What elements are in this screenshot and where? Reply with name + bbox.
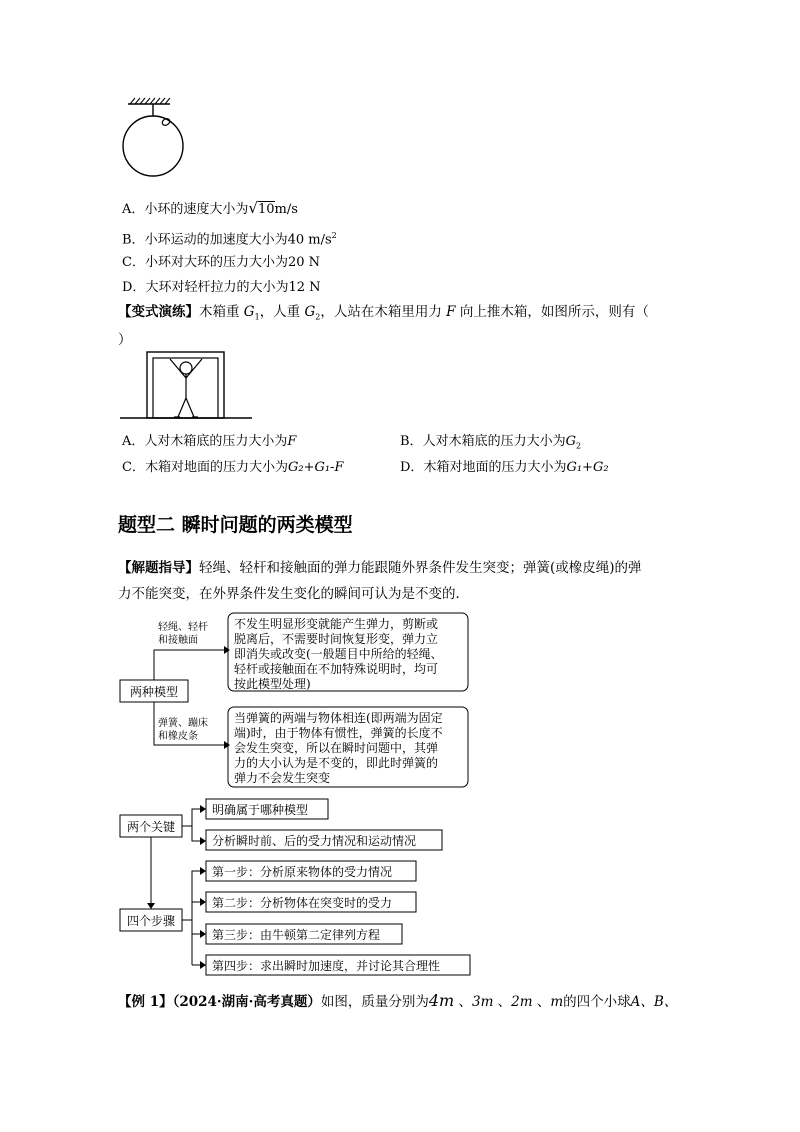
q2-stem: 【变式演练】木箱重 $G_1$，人重 $G_2$，人站在木箱里用力 F 向上推木箱，如图所示，则有（: [118, 304, 649, 322]
svg-text:分析瞬时前、后的受力情况和运动情况: 分析瞬时前、后的受力情况和运动情况: [212, 834, 417, 848]
svg-text:轻杆或接触面在不加特殊说明时，均可: 轻杆或接触面在不加特殊说明时，均可: [234, 662, 439, 676]
svg-text:不发生明显形变就能产生弹力，剪断或: 不发生明显形变就能产生弹力，剪断或: [234, 617, 439, 631]
svg-text:第二步：分析物体在突变时的受力: 第二步：分析物体在突变时的受力: [212, 896, 393, 910]
svg-text:四个步骤: 四个步骤: [126, 914, 176, 928]
svg-text:会发生突变，所以在瞬时问题中，其弹: 会发生突变，所以在瞬时问题中，其弹: [234, 741, 439, 755]
guide-line-2: 力不能突变，在外界条件发生变化的瞬间可认为是不变的．: [118, 586, 469, 602]
option-c: C．小环对大环的压力大小为20 N: [122, 255, 321, 270]
guide-line-1: 【解题指导】轻绳、轻杆和接触面的弹力能跟随外界条件发生突变；弹簧(或橡皮绳)的弹: [118, 560, 642, 576]
svg-text:端)时，由于物体有惯性，弹簧的长度不: 端)时，由于物体有惯性，弹簧的长度不: [234, 726, 443, 740]
svg-text:和橡皮条: 和橡皮条: [158, 731, 198, 742]
svg-text:第一步：分析原来物体的受力情况: 第一步：分析原来物体的受力情况: [212, 865, 393, 879]
svg-text:弹簧、蹦床: 弹簧、蹦床: [158, 718, 208, 729]
section-heading: 题型二 瞬时问题的两类模型: [118, 514, 353, 536]
svg-text:第三步：由牛顿第二定律列方程: 第三步：由牛顿第二定律列方程: [212, 928, 381, 942]
q2-option-b: B．人对木箱底的压力大小为$G_2$: [400, 434, 582, 451]
sqrt-symbol: √: [248, 199, 258, 217]
root-models: 两种模型: [129, 685, 179, 699]
svg-text:两个关键: 两个关键: [126, 820, 176, 834]
hanging-ring-figure: [118, 96, 190, 180]
q2-option-c: C．木箱对地面的压力大小为G₂+G₁-F: [122, 460, 344, 475]
option-d: D．大环对轻杆拉力的大小为12 N: [122, 280, 321, 295]
svg-text:和接触面: 和接触面: [158, 635, 198, 646]
svg-text:当弹簧的两端与物体相连(即两端为固定: 当弹簧的两端与物体相连(即两端为固定: [234, 711, 443, 725]
option-a: A．小环的速度大小为√10m/s: [122, 199, 298, 217]
option-b: B．小环运动的加速度大小为40 $m/s^2$: [122, 231, 337, 248]
svg-text:明确属于哪种模型: 明确属于哪种模型: [212, 803, 309, 817]
svg-text:力的大小认为是不变的，即此时弹簧的: 力的大小认为是不变的，即此时弹簧的: [234, 756, 439, 770]
example-1: 【例 1】（2024·湖南·高考真题）如图，质量分别为4m 、3m 、2m 、m的四个小球A、B、: [118, 991, 678, 1010]
svg-text:按此模型处理): 按此模型处理): [234, 677, 311, 691]
svg-text:轻绳、轻杆: 轻绳、轻杆: [158, 622, 208, 633]
svg-text:第四步：求出瞬时加速度，并讨论其合理性: 第四步：求出瞬时加速度，并讨论其合理性: [212, 959, 441, 973]
svg-text:即消失或改变(一般题目中所给的轻绳、: 即消失或改变(一般题目中所给的轻绳、: [234, 647, 443, 661]
q2-option-d: D．木箱对地面的压力大小为G₁+G₂: [400, 460, 609, 475]
wooden-box-figure: [120, 348, 255, 423]
two-models-diagram: [118, 610, 478, 790]
svg-text:脱离后，不需要时间恢复形变，弹力立: 脱离后，不需要时间恢复形变，弹力立: [234, 632, 439, 646]
keys-steps-diagram: [118, 795, 488, 980]
q2-stem-line2: ）: [118, 332, 132, 348]
q2-option-a: A．人对木箱底的压力大小为F: [122, 434, 297, 449]
svg-text:弹力不会发生突变: 弹力不会发生突变: [234, 771, 331, 785]
